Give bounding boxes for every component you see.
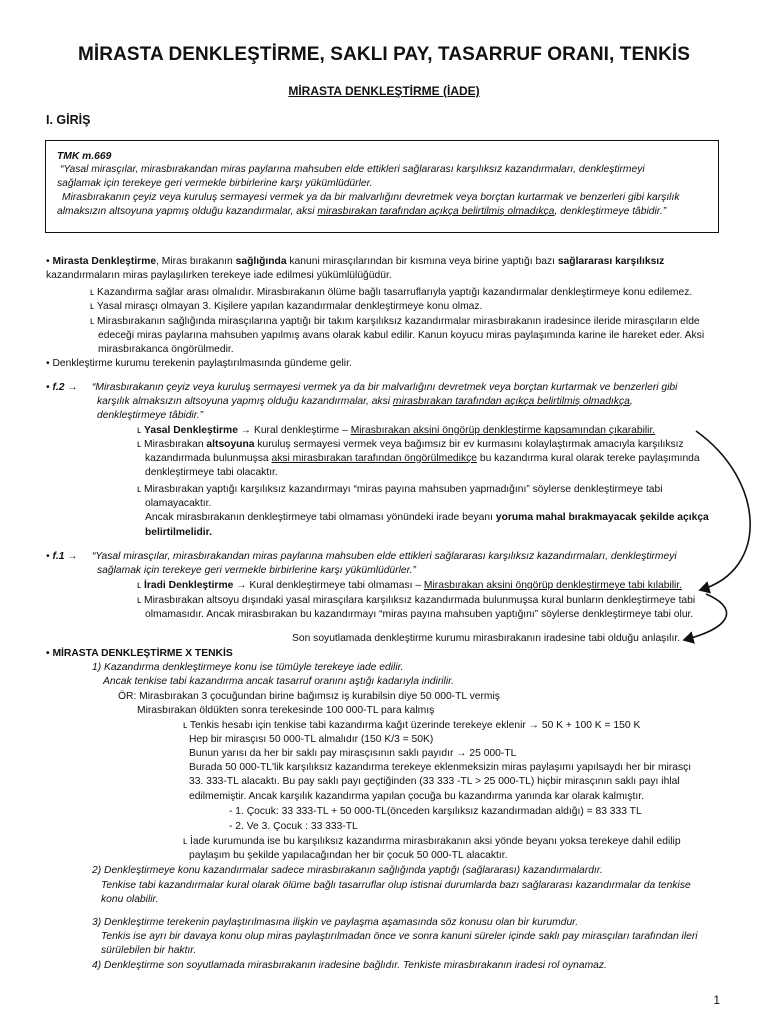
tenkis-point-line: konu olabilir. — [101, 894, 159, 905]
conclusion: Son soyutlamada denkleştirme kurumu mirasbırakanın iradesine tabi olduğu anlaşılır. — [292, 633, 681, 644]
list-item-line: Burada 50 000-TL'lik karşılıksız kazandırma terekeye eklenmeksizin miras paylaşımı yapılsaydı her bir mirasçı — [189, 762, 692, 773]
list-item: ʟ Yasal Denkleştirme → Kural denkleştirme – Mirasbırakan aksini öngörüp denkleştirme kapsamından çıkarabilir. — [137, 425, 656, 436]
tenkis-point: 2) Denkleştirmeye konu kazandırmalar sadece mirasbırakanın sağlığında yaptığı (sağlararası) kazandırmalardır. — [92, 865, 603, 876]
quote-line: almaksızın altsoyuna yapmış olduğu kazandırmalar, aksi mirasbırakan tarafından açıkça belirtilmiş olmadıkça, denkleştirmeye tâbidir.” — [57, 206, 667, 217]
f2-quote: karşılık almaksızın altsoyuna yapmış olduğu kazandırmalar, aksi mirasbırakan tarafından açıkça belirtilmiş olmadıkça, — [97, 396, 633, 407]
list-item: ʟ Tenkis hesabı için tenkise tabi kazandırma kağıt üzerinde terekeye eklenir → 50 K + 100 K = 150 K — [183, 720, 641, 731]
arrow-curve-lower — [684, 594, 727, 640]
list-item: ʟ Mirasbırakan altsoyuna kuruluş sermayesi vermek veya bağımsız bir ev kurmasını kolaylaştırmak amacıyla karşılıksız — [137, 439, 684, 450]
list-item-line: kazandırmada bulunmuşsa aksi mirasbırakan tarafından öngörülmedikçe bu kazandırma kural olarak tereke paylaşımında — [145, 453, 700, 464]
f2-label: • f.2 → — [46, 382, 78, 393]
list-item: ʟ İradi Denkleştirme → Kural denkleştirmeye tabi olmaması – Mirasbırakan aksini öngörüp denkleştirmeye tabi kılabilir. — [137, 580, 683, 591]
page-number: 1 — [713, 993, 720, 1007]
quote-line: sağlamak için terekeye geri vermekle birbirlerine karşı yükümlüdürler. — [57, 178, 373, 189]
list-item: ʟ İade kurumunda ise bu karşılıksız kazandırma mirasbırakanın aksi yönde beyanı yoksa terekeye dahil edilip — [183, 836, 681, 847]
list-item-line: Hep bir mirasçısı 50 000-TL almalıdır (150 K/3 = 50K) — [189, 734, 434, 745]
tenkis-point-line: Tenkise tabi kazandırmalar kural olarak ölüme bağlı tasarruflar olup istisnai durumlarda bazı sağlararası kazandırmalar da tenkise — [101, 880, 691, 891]
f1-quote: “Yasal mirasçılar, mirasbırakandan miras paylarına mahsuben elde ettikleri sağlararası karşılıksız kazandırmaları, denkleştirmeyi — [92, 551, 677, 562]
tenkis-heading: • MİRASTA DENKLEŞTİRME X TENKİS — [46, 648, 233, 659]
calc-line: - 2. Ve 3. Çocuk : 33 333-TL — [229, 821, 358, 832]
list-item-line: denkleştirmeye tabi olacaktır. — [145, 467, 278, 478]
intro-paragraph-line: kazandırmaların miras paylaşılırken terekeye iade edilmesi yükümlülüğüdür. — [46, 270, 392, 281]
arrow-curve-upper — [696, 431, 750, 590]
tenkis-point-line: Tenkis ise ayrı bir davaya konu olup miras paylaştırılmadan önce ve sonra kanuni süreler içinde saklı pay mirasçıları tarafından ileri — [101, 931, 698, 942]
list-item-line: edeceği miras paylarına mahsuben yapılmış avans olarak kabul edilir. Kanun koyucu miras paylaşımında karine ile hareket eder. Aksi — [98, 330, 705, 341]
section-heading: I. GİRİŞ — [46, 113, 91, 127]
quote-line: Mirasbırakanın çeyiz veya kuruluş sermayesi vermek ya da bir malvarlığını devretmek veya borçtan kurtarmak ve benzerleri gibi karşılık — [62, 192, 680, 203]
tenkis-point-line: Ancak tenkise tabi kazandırma ancak tasarruf oranını aştığı kadarıyla indirilir. — [103, 676, 455, 687]
calc-line: - 1. Çocuk: 33 333-TL + 50 000-TL(önceden karşılıksız kazandırmadan aldığı) = 83 333 TL — [229, 806, 642, 817]
list-item-line: olamayacaktır. — [145, 498, 212, 509]
f2-quote: denkleştirmeye tâbidir.” — [97, 410, 204, 421]
f1-quote: sağlamak için terekeye geri vermekle birbirlerine karşı yükümlüdürler.” — [97, 565, 416, 576]
tenkis-point: 3) Denkleştirme terekenin paylaştırılmasına ilişkin ve paylaşma aşamasında söz konusu olan bir kurumdur. — [92, 917, 579, 928]
tenkis-point: 1) Kazandırma denkleştirmeye konu ise tümüyle terekeye iade edilir. — [92, 662, 404, 673]
f1-label: • f.1 → — [46, 551, 78, 562]
quote-line: “Yasal mirasçılar, mirasbırakandan miras paylarına mahsuben elde ettikleri sağlararası karşılıksız kazandırmaları, denkleştirmeyi — [60, 164, 645, 175]
tenkis-point: 4) Denkleştirme son soyutlamada mirasbırakanın iradesine bağlıdır. Tenkiste mirasbırakanın iradesi rol oynamaz. — [92, 960, 607, 971]
list-item-line: mirasbırakanca öngörülmedir. — [98, 344, 234, 355]
list-item-line: Bunun yarısı da her bir saklı pay mirasçısının saklı payıdır → 25 000-TL — [189, 748, 517, 759]
list-item-line: Ancak mirasbırakanın denkleştirmeye tabi olmaması yönündeki irade beyanı yoruma mahal bırakmayacak şekilde açıkça — [145, 512, 709, 523]
list-item-line: paylaşım bu şekilde yapılacağından her bir çocuk 50 000-TL alacaktır. — [189, 850, 508, 861]
intro-paragraph: • Denkleştirme kurumu terekenin paylaştırılmasında gündeme gelir. — [46, 358, 352, 369]
list-item: ʟ Kazandırma sağlar arası olmalıdır. Mirasbırakanın ölüme bağlı tasarruflarıyla yaptığı kazandırmalar denkleştirmeye konu edilemez. — [90, 287, 693, 298]
intro-paragraph: • Mirasta Denkleştirme, Miras bırakanın sağlığında kanuni mirasçılarından bir kısmına veya birine yaptığı bazı sağlararası karşılıksız — [46, 256, 665, 267]
example-line: Mirasbırakan öldükten sonra terekesinde 100 000-TL para kalmış — [137, 705, 435, 716]
section-subtitle: MİRASTA DENKLEŞTİRME (İADE) — [288, 84, 480, 98]
f2-quote: “Mirasbırakanın çeyiz veya kuruluş sermayesi vermek ya da bir malvarlığını devretmek veya borçtan kurtarmak ve benzerleri gibi — [92, 382, 678, 393]
list-item-line: olmamasıdır. Ancak mirasbırakan bu kazandırmayı “miras payına mahsuben yaptığını” söylerse denkleştirmeye tabi olur. — [145, 609, 694, 620]
list-item-line: 33. 333-TL alacaktı. Bu pay saklı payı geçtiğinden (33 333 -TL > 25 000-TL) hiçbir mirasçının saklı payı ihlal — [189, 776, 680, 787]
list-item: ʟ Mirasbırakan yaptığı karşılıksız kazandırmayı “miras payına mahsuben yapmadığını” söylerse denkleştirmeye tabi — [137, 484, 663, 495]
example-line: ÖR: Mirasbırakan 3 çocuğundan birine bağımsız iş kurabilsin diye 50 000-TL vermiş — [118, 691, 500, 702]
list-item: ʟ Yasal mirasçı olmayan 3. Kişilere yapılan kazandırmalar denkleştirmeye konu olmaz. — [90, 301, 483, 312]
list-item-line: edilmemiştir. Ancak karşılık kazandırma yapılan çocuğa bu kazandırma yanında kar olarak kalmıştır. — [189, 791, 644, 802]
law-reference: TMK m.669 — [57, 151, 112, 162]
document-title: MİRASTA DENKLEŞTİRME, SAKLI PAY, TASARRUF ORANI, TENKİS — [77, 44, 691, 65]
tenkis-point-line: sürülebilen bir haktır. — [101, 945, 197, 956]
list-item: ʟ Mirasbırakan altsoyu dışındaki yasal mirasçılara karşılıksız kazandırmada bulunmuşsa kural bunların denkleştirmeye tabi — [137, 595, 696, 606]
list-item: ʟ Mirasbırakanın sağlığında mirasçılarına yaptığı bir takım karşılıksız kazandırmalar mirasbırakanın iradesince ileride mirasçıların elde — [90, 316, 700, 327]
list-item-line: belirtilmelidir. — [145, 527, 212, 538]
